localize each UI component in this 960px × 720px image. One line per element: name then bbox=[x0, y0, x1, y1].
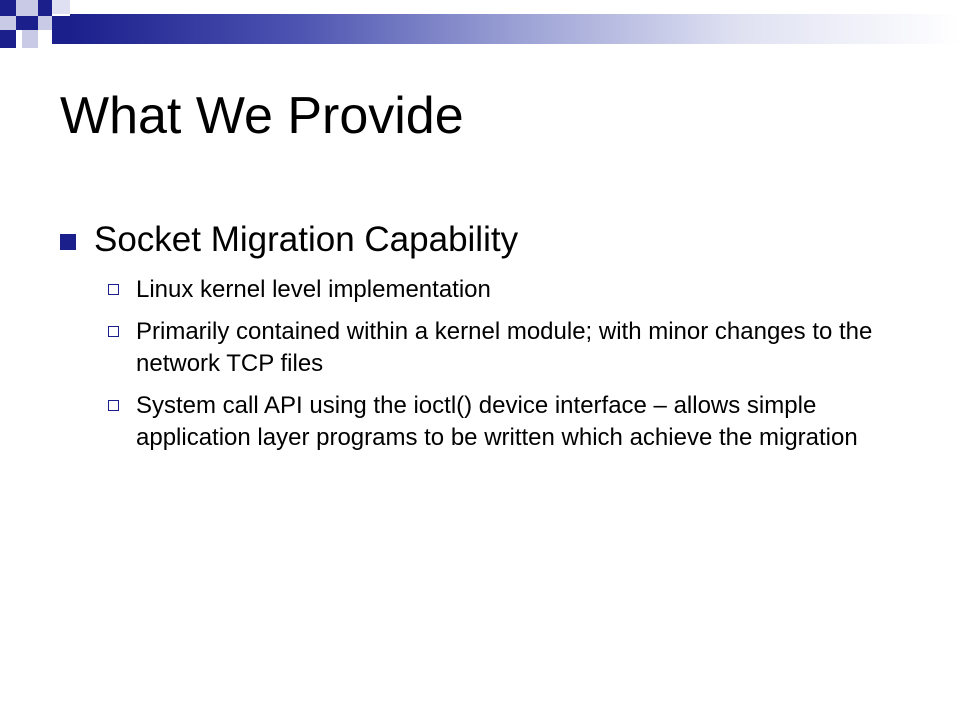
decor-square bbox=[38, 16, 52, 30]
header-gradient-bar bbox=[70, 14, 960, 44]
main-bullet-item bbox=[60, 218, 920, 262]
decor-square bbox=[38, 0, 52, 16]
hollow-square-bullet-icon bbox=[108, 400, 119, 411]
decor-square bbox=[52, 0, 70, 14]
slide-title: What We Provide bbox=[60, 87, 464, 145]
decor-square bbox=[16, 0, 38, 16]
decor-square bbox=[0, 16, 16, 30]
hollow-square-bullet-icon bbox=[108, 326, 119, 337]
decor-square bbox=[0, 30, 16, 48]
main-bullet-text: Socket Migration Capability bbox=[94, 220, 519, 259]
hollow-square-bullet-icon bbox=[108, 284, 119, 295]
sub-bullet-text: Primarily contained within a kernel module; with minor changes to the network TCP files bbox=[136, 318, 873, 377]
sub-bullet-item bbox=[108, 274, 920, 306]
slide-content bbox=[60, 218, 920, 464]
decor-square bbox=[0, 0, 16, 16]
decor-square bbox=[22, 30, 38, 48]
sub-bullet-item bbox=[108, 316, 920, 380]
sub-bullet-text: Linux kernel level implementation bbox=[136, 276, 491, 303]
decor-square bbox=[16, 16, 38, 30]
sub-bullet-item bbox=[108, 390, 920, 454]
square-bullet-icon bbox=[60, 234, 76, 250]
decor-square bbox=[52, 16, 70, 44]
sub-bullet-text: System call API using the ioctl() device interface – allows simple application layer programs to be written which achieve the migration bbox=[136, 392, 858, 451]
